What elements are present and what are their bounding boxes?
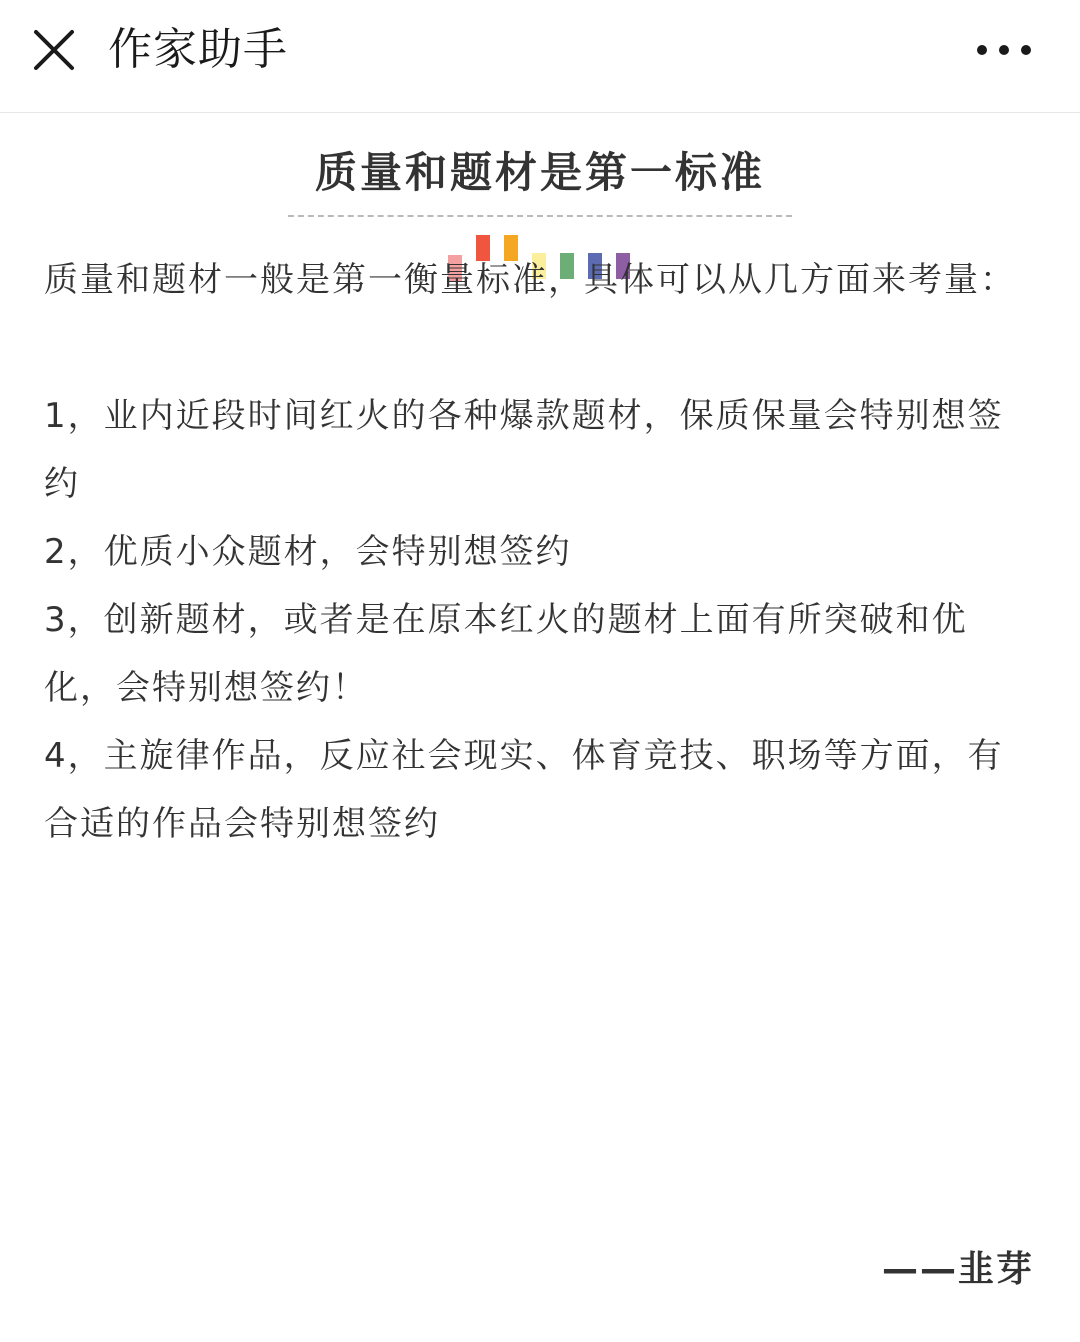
top-navigation-bar	[0, 0, 1080, 113]
paragraph-spacer	[44, 314, 1036, 382]
more-dots-icon	[970, 26, 1038, 74]
author-signature: ——韭芽	[881, 1249, 1034, 1290]
close-button[interactable]	[26, 22, 82, 78]
more-options-button[interactable]	[970, 26, 1038, 74]
list-item: 1，业内近段时间红火的各种爆款题材，保质保量会特别想签约	[44, 396, 1004, 504]
article-title: 质量和题材是第一标准	[314, 148, 765, 197]
app-title: 作家助手	[108, 24, 288, 75]
intro-paragraph: 质量和题材一般是第一衡量标准，具体可以从几方面来考量：	[44, 260, 1016, 300]
article-body	[44, 246, 1036, 858]
close-icon	[26, 22, 82, 78]
list-item: 3，创新题材，或者是在原本红火的题材上面有所突破和优化，会特别想签约！	[44, 600, 968, 708]
title-divider	[288, 215, 792, 217]
list-item: 4，主旋律作品，反应社会现实、体育竞技、职场等方面，有合适的作品会特别想签约	[44, 736, 1004, 844]
list-item: 2，优质小众题材，会特别想签约	[44, 532, 572, 572]
